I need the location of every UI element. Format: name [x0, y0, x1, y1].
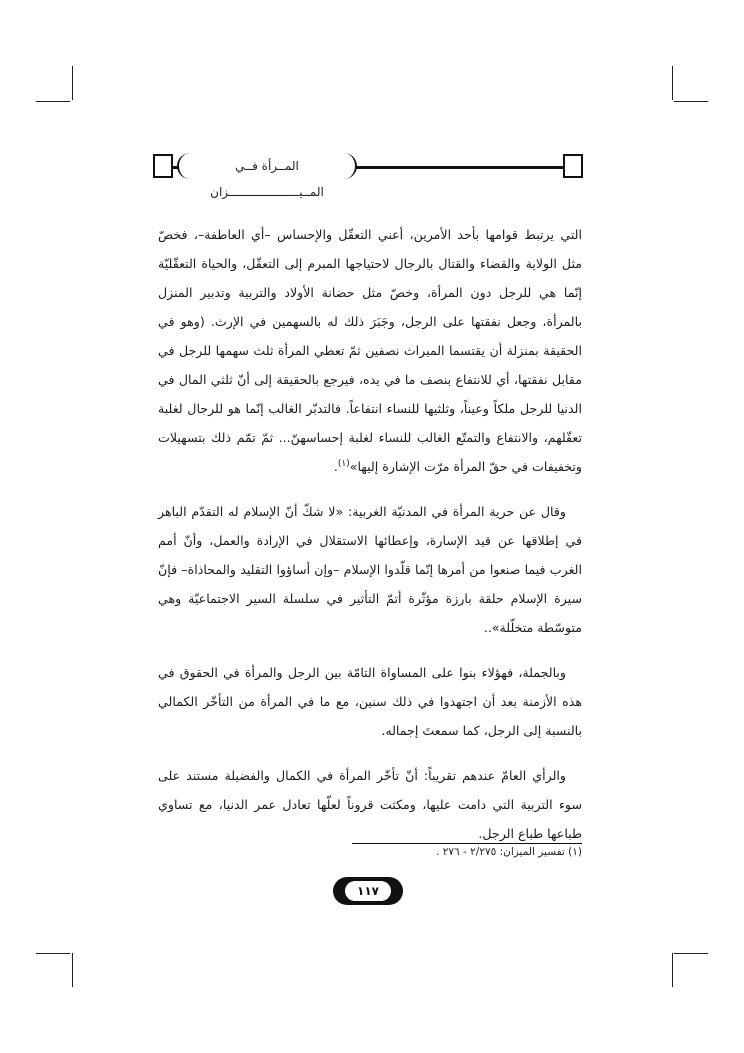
paragraph-1-text: التي يرتبط قوامها بأحد الأمرين، أعني التعقّل والإحساس –أي العاطفة–، فخصّ مثل الولاية والقضاء والقتال بالرجال لاحتياجها المبرم إلى التعقّل، والحياة التعقّليّة إنّما هي للرجل دون المرأة، وخصّ مثل حضانة الأولاد والتربية وتدبير المنزل بالمرأة، وجعل نفقتها على الرجل، وجَبَرَ ذلك له بالسهمين في الإرث. (وهو في الحقيقة بمنزلة أن يقتسما الميراث نصفين ثمّ تعطي المرأة ثلث سهمها للرجل في مقابل نفقتها، أي للانتفاع بنصف ما في يده، فيرجع بالحقيقة إلى أنّ ثلثي المال في الدنيا للرجل ملكاً وعيناً، وثلثيها للنساء انتفاعاً. فالتدبّر الغالب إنّما هو للرجال لغلبة تعقّلهم، والانتفاع والتمتّع الغالب للنساء لغلبة إحساسهنّ... ثمّ تمّم ذلك بتسهيلات وتخفيفات في حقّ المرأة مرّت الإشارة إليها» [158, 227, 582, 474]
crop-mark-bottom-left-horizontal [36, 953, 70, 954]
crop-mark-top-left-horizontal [36, 101, 70, 102]
paragraph-3: وبالجملة، فهؤلاء بنوا على المساواة التامّة بين الرجل والمرأة في الحقوق في هذه الأزمنة بعد أن اجتهدوا في ذلك سنين، مع ما في المرأة من التأخّر الكمالي بالنسبة إلى الرجل، كما سمعتَ إجماله. [158, 665, 582, 738]
crop-mark-bottom-right-horizontal [674, 953, 708, 954]
footnote: (١) تفسير الميزان: ٢/٢٧٥ - ٢٧٦ . [436, 846, 582, 858]
page-number: ١١٧ [345, 881, 391, 901]
page-number-badge [333, 877, 403, 905]
footnote-separator [352, 843, 582, 844]
page-body [158, 220, 582, 864]
header-title: المــرأة فــي المــيــــــــــــــــــــزان [177, 153, 357, 179]
footnote-reference: (١) [337, 458, 350, 469]
paragraph-2: وقال عن حرية المرأة في المدنيّة الغربية: «لا شكّ أنّ الإسلام له التقدّم الباهر في إطلاقها عن قيد الإسارة، وإعطائها الاستقلال في الإرادة والعمل، وأنّ أمم الغرب فيما صنعوا من أمرها إنّما قلّدوا الإسلام –وإن أساؤوا التقليد والمحاذاة– فإنّ سيرة الإسلام حلقة بارزة مؤثّرة أتمّ التأثير في سلسلة السير الاجتماعيّة وهي متوسّطة متخلّلة».. [158, 504, 582, 635]
crop-mark-top-left-vertical [72, 66, 73, 100]
crop-mark-bottom-left-vertical [72, 953, 73, 987]
crop-mark-bottom-right-vertical [672, 953, 673, 987]
paragraph-1 [158, 220, 582, 481]
header-right-box [563, 154, 583, 178]
header-left-box [153, 154, 173, 178]
crop-mark-top-right-horizontal [674, 101, 708, 102]
running-header [153, 152, 583, 199]
crop-mark-top-right-vertical [672, 66, 673, 100]
paragraph-1-end: . [333, 459, 338, 474]
paragraph-4: والرأي العامّ عندهم تقريباً: أنّ تأخّر المرأة في الكمال والفضيلة مستند على سوء التربية التي دامت عليها، ومكثت قروناً لعلّها تعادل عمر الدنيا، مع تساوي طباعها طباع الرجل. [158, 768, 582, 841]
